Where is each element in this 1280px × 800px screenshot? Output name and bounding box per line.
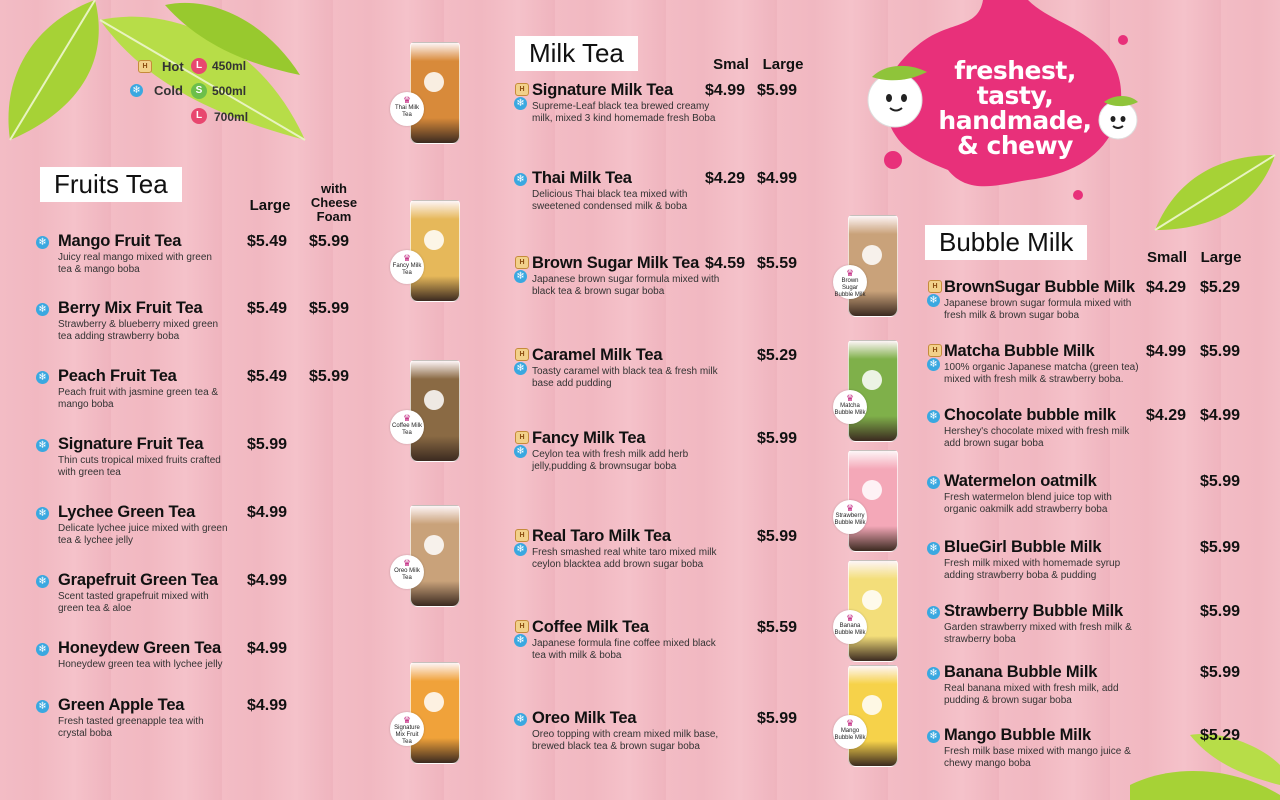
bubble-milk-header-large: Large: [1200, 249, 1242, 266]
crown-icon: ♛: [402, 558, 412, 568]
price-large: $4.99: [247, 572, 288, 589]
price-small: $4.99: [1146, 343, 1187, 360]
cold-icon: ❄: [927, 730, 940, 743]
cold-icon: ❄: [36, 439, 49, 452]
price-small: $4.59: [705, 255, 746, 272]
menu-item[interactable]: [532, 429, 722, 473]
item-name: Berry Mix Fruit Tea: [58, 299, 203, 317]
slogan-line-1: freshest,: [954, 56, 1076, 85]
item-description: Hershey's chocolate mixed with fresh milk add brown sugar boba: [944, 426, 1130, 449]
menu-item[interactable]: [944, 663, 1139, 707]
size-large-cold-icon: L: [191, 108, 207, 124]
cold-icon: ❄: [36, 643, 49, 656]
cold-icon: ❄: [36, 575, 49, 588]
item-description: Garden strawberry mixed with fresh milk & strawberry boba: [944, 622, 1132, 645]
drink-label-badge: [390, 712, 424, 746]
size-legend: [132, 56, 276, 131]
item-description: Juicy real mango mixed with green tea & mango boba: [58, 252, 212, 275]
size-small-icon: S: [191, 83, 207, 99]
menu-item[interactable]: [58, 232, 228, 276]
cold-icon: ❄: [927, 667, 940, 680]
cup-logo: [862, 590, 882, 610]
milk-tea-title: Milk Tea: [515, 36, 638, 71]
item-description: Delicate lychee juice mixed with green tea & lychee jelly: [58, 523, 228, 546]
menu-item[interactable]: [532, 346, 722, 390]
price-large: $5.99: [247, 436, 288, 453]
price-large: $5.29: [757, 347, 798, 364]
drink-label: Brown Sugar Bubble Milk: [834, 278, 866, 298]
item-description: Strawberry & blueberry mixed green tea adding strawberry boba: [58, 319, 219, 342]
cold-icon: ❄: [130, 84, 143, 97]
price-cheese: $5.99: [309, 233, 350, 250]
item-name: Banana Bubble Milk: [944, 663, 1098, 681]
cold-icon: ❄: [36, 507, 49, 520]
cold-icon: ❄: [36, 371, 49, 384]
hot-icon: H: [515, 529, 529, 542]
price-cheese: $5.99: [309, 300, 350, 317]
slogan-line-4: & chewy: [957, 131, 1073, 160]
item-description: Fresh tasted greenapple tea with crystal boba: [58, 716, 204, 739]
price-large: $5.99: [757, 528, 798, 545]
menu-item[interactable]: [532, 169, 722, 213]
price-large: $5.99: [1200, 473, 1241, 490]
crown-icon: ♛: [402, 253, 412, 263]
drink-label: Thai Milk Tea: [394, 105, 419, 118]
drink-cup-image: [410, 200, 460, 302]
cold-icon: ❄: [514, 543, 527, 556]
item-name: Matcha Bubble Milk: [944, 342, 1095, 360]
crown-icon: ♛: [845, 718, 855, 728]
item-description: Japanese brown sugar formula mixed with black tea & brown sugar boba: [532, 274, 720, 297]
hot-icon: H: [928, 344, 942, 357]
item-description: Fresh watermelon blend juice top with organic oakmilk add strawberry boba: [944, 492, 1112, 515]
price-small: $4.99: [705, 82, 746, 99]
hot-icon: H: [515, 431, 529, 444]
item-name: Peach Fruit Tea: [58, 367, 177, 385]
drink-label-badge: [833, 500, 867, 534]
cold-icon: ❄: [514, 97, 527, 110]
cold-icon: ❄: [36, 236, 49, 249]
item-description: Ceylon tea with fresh milk add herb jelly,pudding & brownsugar boba: [532, 449, 689, 472]
drink-label: Mango Bubble Milk: [834, 728, 866, 741]
menu-item[interactable]: [58, 571, 228, 615]
cup-logo: [424, 72, 444, 92]
item-name: Watermelon oatmilk: [944, 472, 1097, 490]
cold-icon: ❄: [514, 270, 527, 283]
slogan: [920, 58, 1110, 158]
hot-icon: H: [515, 348, 529, 361]
item-name: Thai Milk Tea: [532, 169, 632, 187]
item-name: Brown Sugar Milk Tea: [532, 254, 700, 272]
menu-item[interactable]: [58, 639, 228, 671]
cup-logo: [424, 230, 444, 250]
price-large: $5.99: [1200, 343, 1241, 360]
crown-icon: ♛: [402, 95, 412, 105]
menu-item[interactable]: [944, 602, 1139, 646]
menu-item[interactable]: [532, 618, 722, 662]
item-description: Peach fruit with jasmine green tea & mango boba: [58, 387, 219, 410]
fruits-tea-title: Fruits Tea: [40, 167, 182, 202]
drink-label-badge: [833, 610, 867, 644]
cold-icon: ❄: [927, 476, 940, 489]
legend-size-500: 500ml: [212, 84, 247, 98]
hot-icon: H: [515, 83, 529, 96]
milk-tea-header-large: Large: [762, 56, 804, 73]
price-small: $4.29: [705, 170, 746, 187]
fruits-tea-header-large: Large: [249, 197, 291, 214]
drink-label: Oreo Milk Tea: [394, 568, 420, 581]
legend-hot-label: Hot: [162, 59, 184, 74]
price-large: $5.49: [247, 233, 288, 250]
item-name: BrownSugar Bubble Milk: [944, 278, 1135, 296]
cup-logo: [862, 245, 882, 265]
cup-logo: [424, 692, 444, 712]
cup-logo: [862, 370, 882, 390]
cup-logo: [424, 535, 444, 555]
price-large: $5.59: [757, 255, 798, 272]
drink-cup-image: [410, 360, 460, 462]
drink-label: Signature Mix Fruit Tea: [394, 725, 420, 745]
crown-icon: ♛: [402, 715, 412, 725]
item-description: Supreme-Leaf black tea brewed creamy milk, mixed 3 kind homemade fresh Boba: [532, 101, 716, 124]
menu-item[interactable]: [944, 342, 1139, 386]
drink-label-badge: [390, 92, 424, 126]
price-large: $5.49: [247, 300, 288, 317]
size-large-hot-icon: L: [191, 58, 207, 74]
drink-label: Banana Bubble Milk: [834, 623, 866, 636]
drink-label: Strawberry Bubble Milk: [834, 513, 866, 526]
menu-item[interactable]: [944, 538, 1139, 582]
item-description: Fresh smashed real white taro mixed milk ceylon blacktea add brown sugar boba: [532, 547, 717, 570]
item-description: Japanese formula fine coffee mixed black tea with milk & boba: [532, 638, 716, 661]
price-large: $5.99: [1200, 603, 1241, 620]
drink-cup-image: [410, 662, 460, 764]
price-large: $4.99: [757, 170, 798, 187]
milk-tea-header-small: Smal: [713, 56, 749, 73]
price-large: $5.99: [757, 430, 798, 447]
price-large: $5.29: [1200, 727, 1241, 744]
item-name: Green Apple Tea: [58, 696, 185, 714]
cold-icon: ❄: [36, 303, 49, 316]
menu-item[interactable]: [944, 278, 1139, 322]
cold-icon: ❄: [927, 542, 940, 555]
menu-item[interactable]: [944, 472, 1139, 516]
menu-item[interactable]: [532, 527, 722, 571]
item-name: Signature Milk Tea: [532, 81, 673, 99]
crown-icon: ♛: [845, 503, 855, 513]
item-name: Caramel Milk Tea: [532, 346, 663, 364]
price-large: $4.99: [1200, 407, 1241, 424]
item-description: Oreo topping with cream mixed milk base, brewed black tea & brown sugar boba: [532, 729, 719, 752]
slogan-line-2: tasty,: [976, 81, 1054, 110]
item-name: Fancy Milk Tea: [532, 429, 646, 447]
menu-item[interactable]: [58, 367, 228, 411]
price-large: $5.99: [1200, 664, 1241, 681]
item-name: Mango Fruit Tea: [58, 232, 182, 250]
item-description: Thin cuts tropical mixed fruits crafted with green tea: [58, 455, 221, 478]
item-name: BlueGirl Bubble Milk: [944, 538, 1102, 556]
cup-logo: [862, 480, 882, 500]
menu-item[interactable]: [944, 726, 1139, 770]
crown-icon: ♛: [845, 393, 855, 403]
drink-label-badge: [390, 410, 424, 444]
hot-icon: H: [515, 620, 529, 633]
menu-item[interactable]: [944, 406, 1139, 450]
drink-cup-image: [410, 42, 460, 144]
drink-label: Matcha Bubble Milk: [834, 403, 866, 416]
item-description: Delicious Thai black tea mixed with sweetened condensed milk & boba: [532, 189, 688, 212]
menu-item[interactable]: [58, 696, 228, 740]
crown-icon: ♛: [402, 413, 412, 423]
item-name: Oreo Milk Tea: [532, 709, 637, 727]
cup-logo: [862, 695, 882, 715]
price-large: $4.99: [247, 697, 288, 714]
menu-item[interactable]: [58, 299, 228, 343]
item-description: Honeydew green tea with lychee jelly: [58, 659, 223, 670]
item-name: Strawberry Bubble Milk: [944, 602, 1123, 620]
cold-icon: ❄: [927, 358, 940, 371]
item-description: Toasty caramel with black tea & fresh milk base add pudding: [532, 366, 718, 389]
drink-label-badge: [390, 250, 424, 284]
price-large: $4.99: [247, 504, 288, 521]
legend-cold-label: Cold: [154, 83, 183, 98]
menu-item[interactable]: [532, 81, 722, 125]
menu-item[interactable]: [532, 254, 722, 298]
price-cheese: $5.99: [309, 368, 350, 385]
bubble-milk-title: Bubble Milk: [925, 225, 1087, 260]
item-name: Signature Fruit Tea: [58, 435, 204, 453]
hot-icon: H: [928, 280, 942, 293]
item-name: Coffee Milk Tea: [532, 618, 649, 636]
drink-label-badge: [833, 265, 867, 299]
item-name: Honeydew Green Tea: [58, 639, 221, 657]
drink-label: Fancy Milk Tea: [392, 263, 422, 276]
slogan-line-3: handmade,: [938, 106, 1092, 135]
menu-item[interactable]: [58, 435, 228, 479]
price-large: $5.49: [247, 368, 288, 385]
item-description: Real banana mixed with fresh milk, add pudding & brown sugar boba: [944, 683, 1119, 706]
price-large: $5.99: [757, 82, 798, 99]
drink-label-badge: [833, 390, 867, 424]
item-description: Fresh milk base mixed with mango juice & chewy mango boba: [944, 746, 1131, 769]
legend-size-700: 700ml: [214, 110, 249, 124]
cup-logo: [424, 390, 444, 410]
menu-item[interactable]: [532, 709, 722, 753]
cold-icon: ❄: [514, 445, 527, 458]
cold-icon: ❄: [927, 294, 940, 307]
crown-icon: ♛: [845, 613, 855, 623]
cold-icon: ❄: [927, 410, 940, 423]
price-small: $4.29: [1146, 407, 1187, 424]
cold-icon: ❄: [514, 634, 527, 647]
legend-size-450: 450ml: [212, 59, 247, 73]
menu-item[interactable]: [58, 503, 228, 547]
fruits-tea-header-cheese: with Cheese Foam: [310, 181, 358, 224]
cold-icon: ❄: [514, 713, 527, 726]
cold-icon: ❄: [927, 606, 940, 619]
item-description: Japanese brown sugar formula mixed with fresh milk & brown sugar boba: [944, 298, 1132, 321]
item-description: 100% organic Japanese matcha (green tea) mixed with fresh milk & strawberry boba.: [944, 362, 1139, 385]
price-small: $4.29: [1146, 279, 1187, 296]
price-large: $5.99: [1200, 539, 1241, 556]
price-large: $5.99: [757, 710, 798, 727]
price-large: $5.59: [757, 619, 798, 636]
item-name: Mango Bubble Milk: [944, 726, 1091, 744]
leaf-decoration-right: [1150, 150, 1280, 240]
hot-icon: H: [138, 60, 152, 73]
drink-label: Coffee Milk Tea: [392, 423, 422, 436]
cold-icon: ❄: [514, 362, 527, 375]
price-large: $5.29: [1200, 279, 1241, 296]
drink-label-badge: [833, 715, 867, 749]
item-description: Scent tasted grapefruit mixed with green tea & aloe: [58, 591, 209, 614]
cold-icon: ❄: [36, 700, 49, 713]
drink-cup-image: [410, 505, 460, 607]
item-name: Lychee Green Tea: [58, 503, 196, 521]
cold-icon: ❄: [514, 173, 527, 186]
bubble-milk-header-small: Small: [1146, 249, 1188, 266]
item-name: Grapefruit Green Tea: [58, 571, 218, 589]
item-description: Fresh milk mixed with homemade syrup adding strawberry boba & pudding: [944, 558, 1121, 581]
item-name: Chocolate bubble milk: [944, 406, 1116, 424]
hot-icon: H: [515, 256, 529, 269]
price-large: $4.99: [247, 640, 288, 657]
drink-label-badge: [390, 555, 424, 589]
item-name: Real Taro Milk Tea: [532, 527, 671, 545]
crown-icon: ♛: [845, 268, 855, 278]
